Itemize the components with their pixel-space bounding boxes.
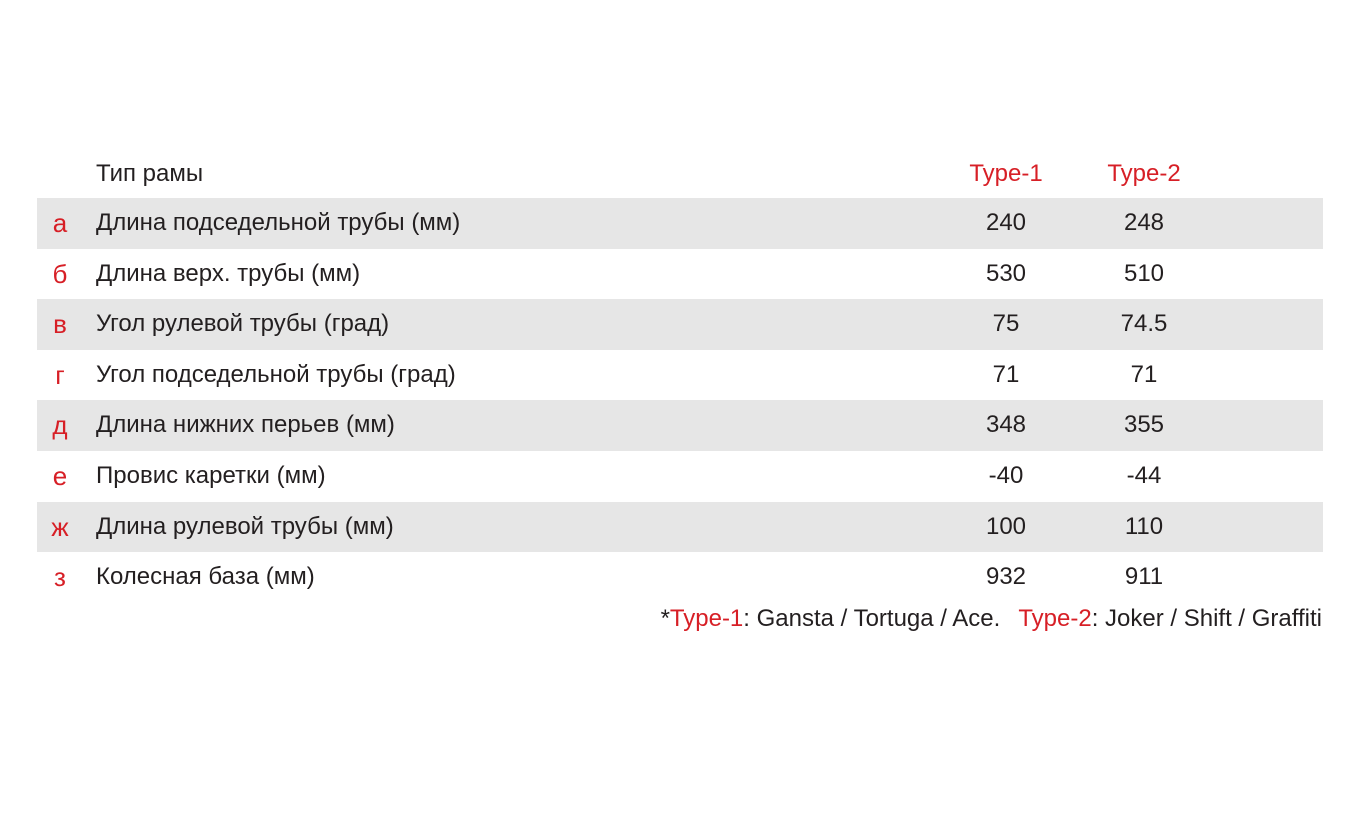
table-row	[37, 552, 1323, 603]
row-label: Колесная база (мм)	[96, 563, 315, 591]
geometry-table	[37, 198, 1323, 603]
type-1-value: 240	[985, 209, 1027, 236]
model-footnote	[661, 604, 1322, 634]
frame-type-heading: Тип рамы	[96, 160, 204, 187]
type-1-value: 71	[992, 360, 1020, 388]
row-label: Длина подседельной трубы (мм)	[96, 209, 461, 236]
type-1-value: 932	[985, 563, 1027, 591]
row-marker: а	[52, 208, 68, 238]
type-1-value: 100	[985, 512, 1027, 540]
type-2-value: 110	[1124, 512, 1164, 540]
row-marker: д	[52, 410, 68, 441]
row-label: Угол подседельной трубы (град)	[96, 360, 456, 388]
type-2-value: 71	[1130, 360, 1158, 388]
row-marker: г	[55, 359, 65, 390]
type-2-value: 74.5	[1120, 310, 1168, 338]
footnote-type-2-models: : Joker / Shift / Graffiti	[1091, 605, 1322, 632]
table-row	[37, 249, 1323, 300]
table-row	[37, 502, 1323, 553]
type-1-value: 75	[992, 310, 1020, 338]
row-label: Длина верх. трубы (мм)	[96, 259, 361, 287]
type-2-value: 355	[1123, 411, 1165, 439]
row-label: Угол рулевой трубы (град)	[96, 310, 390, 338]
row-label: Длина рулевой трубы (мм)	[96, 512, 394, 540]
column-header-type-1: Type-1	[969, 160, 1043, 187]
row-marker: б	[52, 258, 68, 289]
row-marker: в	[53, 309, 67, 340]
table-row	[37, 400, 1323, 451]
footnote-type-1-label: Type-1	[669, 605, 744, 632]
type-2-value: -44	[1126, 461, 1162, 489]
type-1-value: 348	[985, 411, 1027, 439]
table-row	[37, 350, 1323, 401]
row-marker: е	[52, 460, 68, 491]
table-row	[37, 451, 1323, 502]
footnote-type-2-label: Type-2	[1018, 605, 1092, 632]
footnote-asterisk: *	[660, 605, 670, 632]
row-marker: з	[54, 562, 66, 593]
table-header	[0, 150, 1360, 198]
column-header-type-2: Type-2	[1107, 160, 1181, 187]
table-row	[37, 299, 1323, 350]
type-2-value: 248	[1123, 209, 1165, 236]
row-marker: ж	[51, 511, 69, 542]
table-row	[37, 198, 1323, 249]
row-label: Провис каретки (мм)	[96, 461, 326, 489]
footnote-type-1-models: : Gansta / Tortuga / Ace.	[743, 605, 1001, 632]
type-1-value: 530	[985, 259, 1027, 287]
type-2-value: 911	[1124, 563, 1164, 591]
type-1-value: -40	[988, 461, 1024, 489]
type-2-value: 510	[1123, 259, 1165, 287]
row-label: Длина нижних перьев (мм)	[96, 411, 395, 439]
